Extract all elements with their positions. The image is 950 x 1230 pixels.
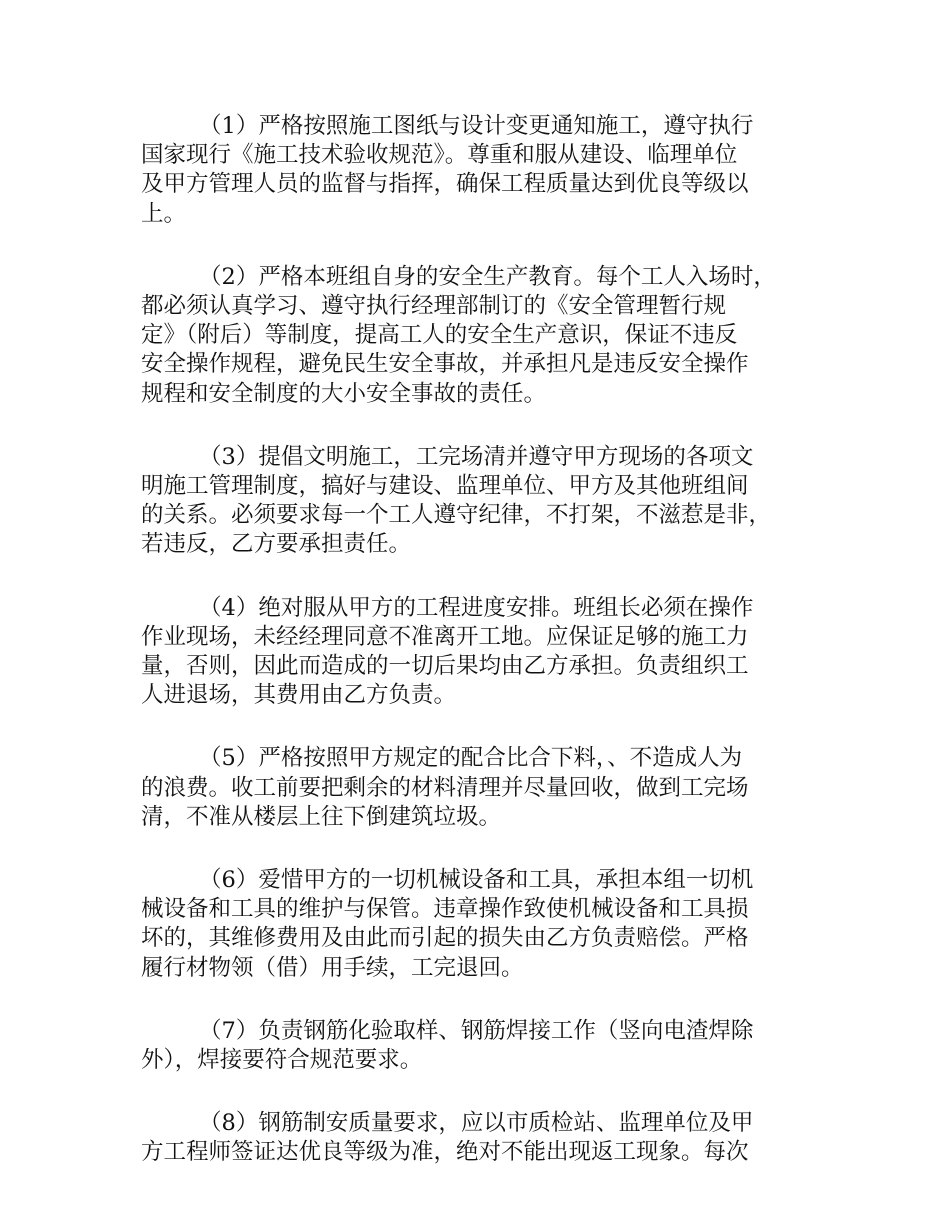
paragraph-line: 的关系。必须要求每一个工人遵守纪律，不打架，不滋惹是非，: [141, 502, 772, 529]
paragraph-8: [141, 1109, 831, 1167]
paragraph-3: [141, 443, 831, 560]
paragraph-line: 明施工管理制度，搞好与建设、监理单位、甲方及其他班组间: [141, 473, 749, 500]
paragraph-line: （7）负责钢筋化验取样、钢筋焊接工作（竖向电渣焊除: [199, 1017, 754, 1044]
paragraph-line: 方工程师签证达优良等级为准，绝对不能出现返工现象。每次: [141, 1139, 749, 1166]
paragraph-7: [141, 1017, 831, 1075]
paragraph-line: （8）钢筋制安质量要求，应以市质检站、监理单位及甲: [199, 1110, 754, 1137]
paragraph-line: 械设备和工具的维护与保管。违章操作致使机械设备和工具损: [141, 896, 749, 923]
paragraph-1: [141, 112, 831, 229]
paragraph-line: 外），焊接要符合规范要求。: [141, 1047, 423, 1074]
paragraph-line: （2）严格本班组自身的安全生产教育。每个工人入场时，: [199, 263, 776, 290]
paragraph-line: 上。: [141, 200, 187, 227]
paragraph-line: 及甲方管理人员的监督与指挥，确保工程质量达到优良等级以: [141, 171, 749, 198]
paragraph-line: （5）严格按照甲方规定的配合比合下料，、不造成人为: [199, 745, 743, 772]
paragraph-line: 国家现行《施工技术验收规范》。尊重和服从建设、临理单位: [141, 142, 738, 169]
paragraph-line: 若违反，乙方要承担责任。: [141, 531, 412, 558]
paragraph-6: [141, 866, 831, 983]
paragraph-line: （3）提倡文明施工，工完场清并遵守甲方现场的各项文: [199, 443, 754, 470]
paragraph-line: 坏的，其维修费用及由此而引起的损失由乙方负责赔偿。严格: [141, 925, 749, 952]
paragraph-line: 清，不准从楼层上往下倒建筑垃圾。: [141, 803, 502, 830]
paragraph-line: （4）绝对服从甲方的工程进度安排。班组长必须在操作: [199, 594, 754, 621]
paragraph-line: 都必须认真学习、遵守执行经理部制订的《安全管理暂行规: [141, 293, 727, 320]
paragraph-line: 履行材物领（借）用手续，工完退回。: [141, 954, 524, 981]
paragraph-line: 安全操作规程，避免民生安全事故，并承担凡是违反安全操作: [141, 351, 749, 378]
paragraph-2: [141, 263, 831, 409]
paragraph-line: 量，否则，因此而造成的一切后果均由乙方承担。负责组织工: [141, 653, 749, 680]
paragraph-line: 定》（附后）等制度，提高工人的安全生产意识，保证不违反: [141, 322, 738, 349]
paragraph-line: （1）严格按照施工图纸与设计变更通知施工，遵守执行: [199, 113, 754, 139]
paragraph-5: [141, 744, 831, 832]
paragraph-line: 的浪费。收工前要把剩余的材料清理并尽量回收，做到工完场: [141, 774, 749, 801]
paragraph-line: 作业现场，未经经理同意不准离开工地。应保证足够的施工力: [141, 623, 749, 650]
paragraph-line: 规程和安全制度的大小安全事故的责任。: [141, 380, 547, 407]
paragraph-line: （6）爱惜甲方的一切机械设备和工具，承担本组一切机: [199, 867, 754, 894]
document-page: [141, 112, 831, 1202]
paragraph-line: 人进退场，其费用由乙方负责。: [141, 682, 457, 709]
paragraph-4: [141, 594, 831, 711]
